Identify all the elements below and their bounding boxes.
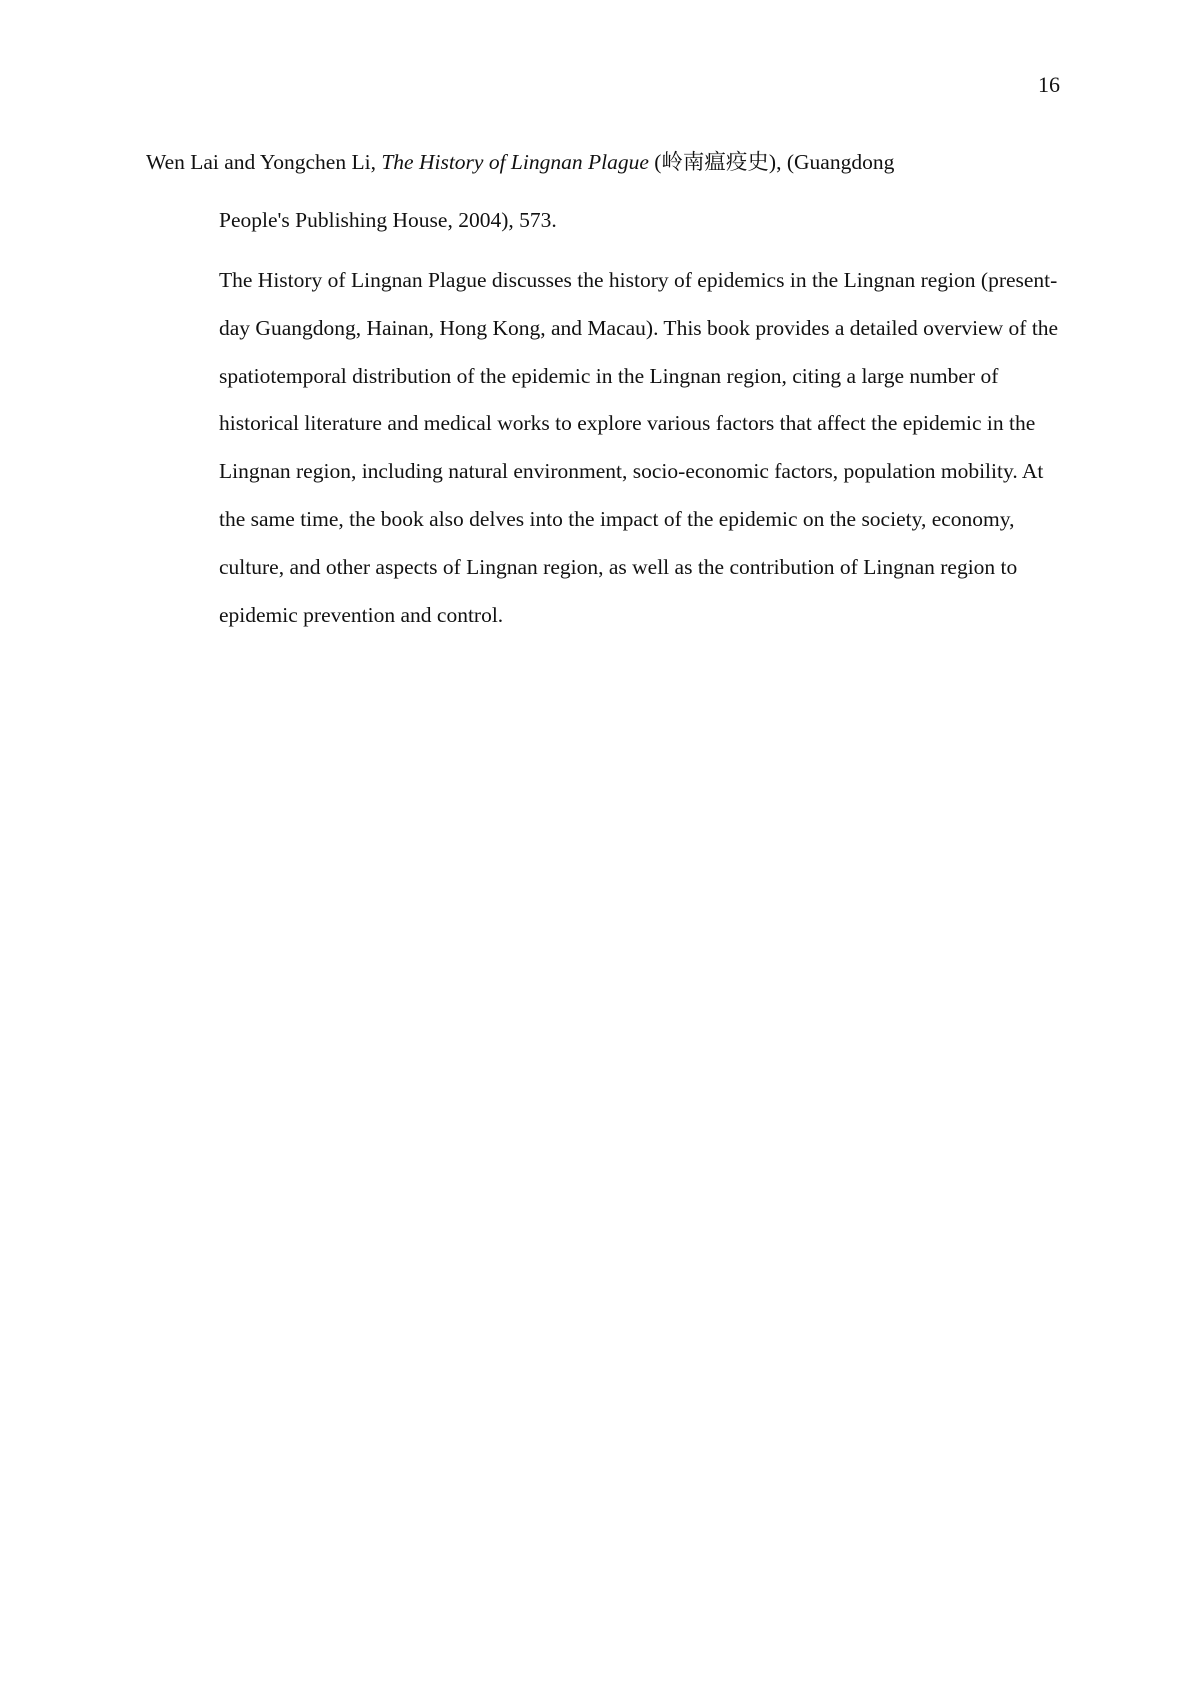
citation-title-suffix: (岭南瘟疫史), (Guangdong [648,150,895,174]
page-number: 16 [1038,72,1060,97]
citation-book-title: The History of Lingnan Plague [381,150,649,174]
citation-continuation: People's Publishing House, 2004), 573. [219,208,557,232]
annotation-paragraph: The History of Lingnan Plague discusses the history of epidemics in the Lingnan region (present-day Guangdong, Hainan, Hong Kong, and Macau). This book provides a detailed overview of the spatiotemporal distribution of the epidemic in the Lingnan region, citing a large number of historical literature and medical works to explore various factors that affect the epidemic in the Lingnan region, including natural environment, socio-economic factors, population mobility. At the same time, the book also delves into the impact of the epidemic on the society, economy, culture, and other aspects of Lingnan region, as well as the contribution of Lingnan region to epidemic prevention and control. [219,268,1059,627]
citation-authors: Wen Lai and Yongchen Li, [146,150,382,174]
citation-first-line [146,152,894,174]
